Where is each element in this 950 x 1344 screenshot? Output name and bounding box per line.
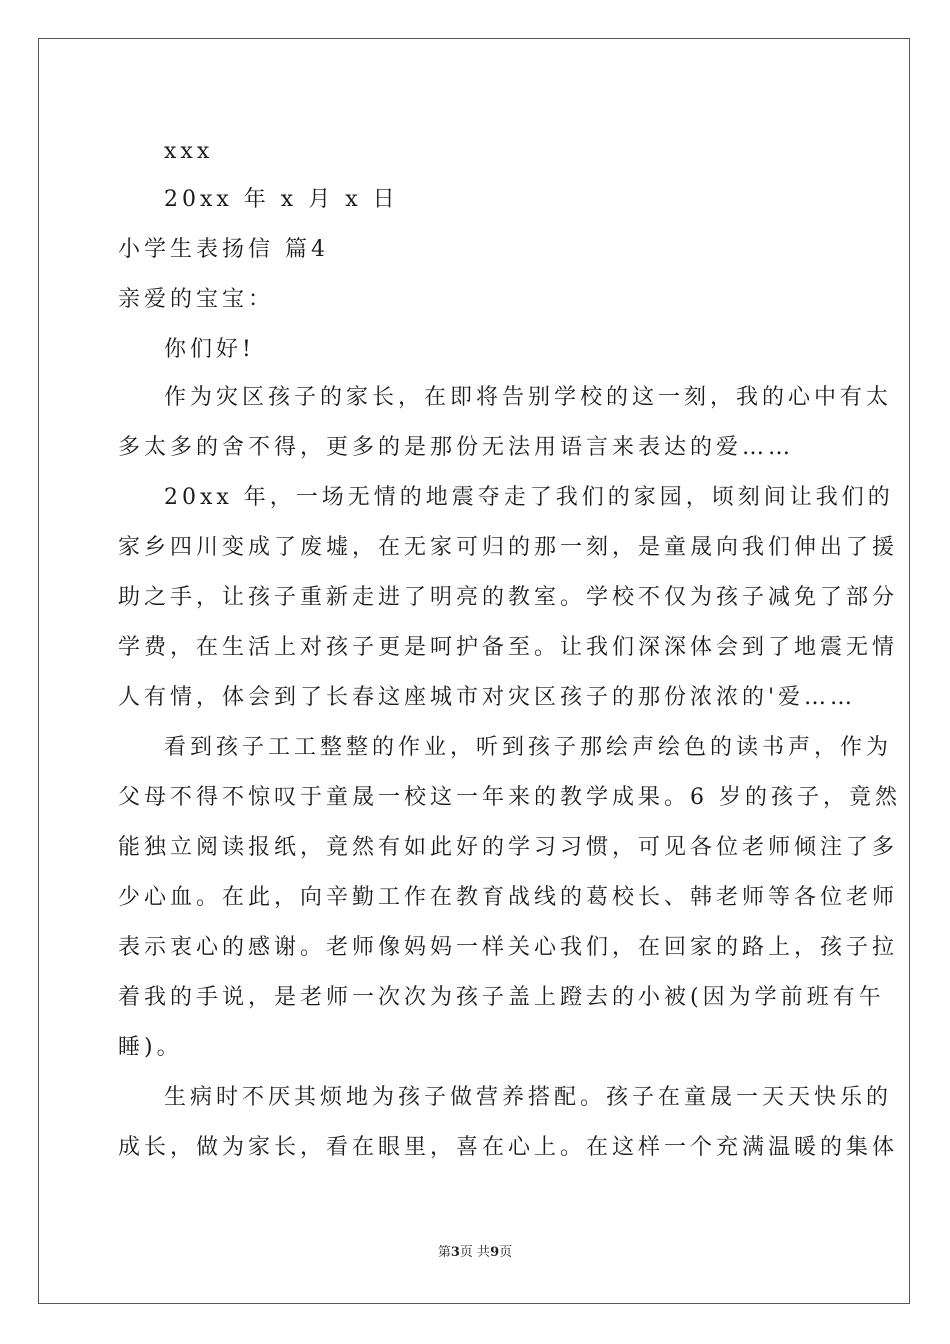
body-line: 看到孩子工工整整的作业，听到孩子那绘声绘色的读书声，作为	[164, 735, 893, 760]
body-line: 成长，做为家长，看在眼里，喜在心上。在这样一个充满温暖的集体	[118, 1135, 899, 1160]
body-line: 睡)。	[118, 1035, 183, 1060]
body-line: 生病时不厌其烦地为孩子做营养搭配。孩子在童晟一天天快乐的	[164, 1085, 893, 1110]
current-page-number: 3	[450, 1245, 460, 1260]
body-line: 家乡四川变成了废墟，在无家可归的那一刻，是童晟向我们伸出了援	[118, 535, 899, 560]
page-footer	[0, 1244, 950, 1262]
body-line: 学费，在生活上对孩子更是呵护备至。让我们深深体会到了地震无情	[118, 635, 899, 660]
page-border	[38, 38, 910, 1304]
body-line: 作为灾区孩子的家长，在即将告别学校的这一刻，我的心中有太	[164, 385, 893, 410]
footer-prefix: 第	[437, 1245, 451, 1260]
closing-date: 20xx 年 x 月 x 日	[164, 187, 399, 212]
body-line: 助之手，让孩子重新走进了明亮的教室。学校不仅为孩子减免了部分	[118, 585, 899, 610]
total-page-number: 9	[490, 1245, 500, 1260]
greeting: 你们好!	[164, 337, 255, 362]
body-line: 多太多的舍不得，更多的是那份无法用语言来表达的爱……	[118, 435, 795, 460]
salutation: 亲爱的宝宝：	[118, 287, 275, 312]
closing-name: xxx	[164, 139, 214, 164]
body-line: 人有情，体会到了长春这座城市对灾区孩子的那份浓浓的'爱……	[118, 685, 857, 710]
body-line: 20xx 年，一场无情的地震夺走了我们的家园，顷刻间让我们的	[164, 485, 894, 510]
body-line: 着我的手说，是老师一次次为孩子盖上蹬去的小被(因为学前班有午	[118, 985, 885, 1010]
body-line: 能独立阅读报纸，竟然有如此好的学习习惯，可见各位老师倾注了多	[118, 835, 899, 860]
footer-middle: 页 共	[459, 1245, 491, 1260]
footer-suffix: 页	[499, 1245, 513, 1260]
body-line: 少心血。在此，向辛勤工作在教育战线的葛校长、韩老师等各位老师	[118, 885, 899, 910]
section-title: 小学生表扬信 篇4	[118, 237, 329, 262]
body-line: 表示衷心的感谢。老师像妈妈一样关心我们，在回家的路上，孩子拉	[118, 935, 899, 960]
body-line: 父母不得不惊叹于童晟一校这一年来的教学成果。6 岁的孩子，竟然	[118, 785, 901, 810]
